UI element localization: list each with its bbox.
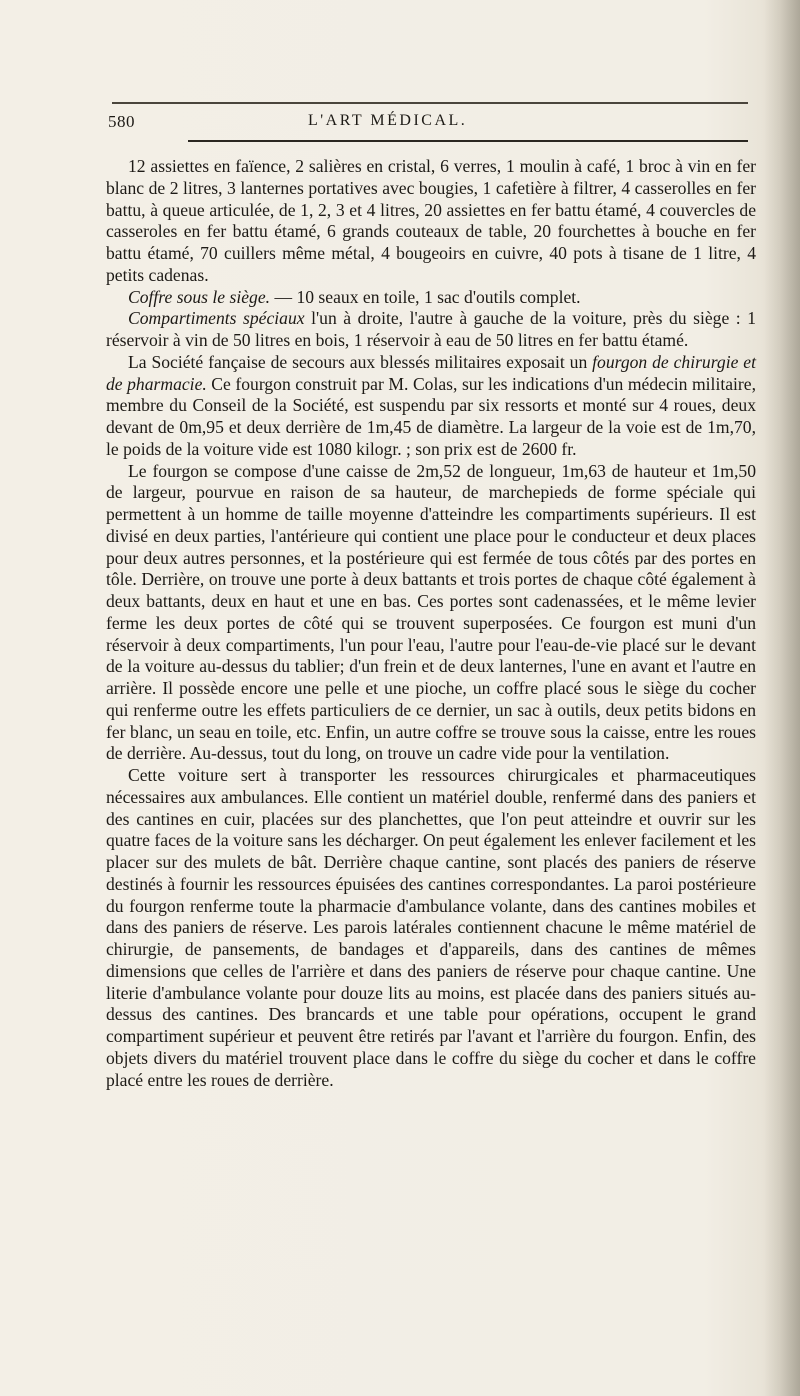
page-number: 580 (108, 112, 135, 131)
page-header (108, 102, 748, 142)
paragraph-text: l'un à droite, l'autre à gauche de la voiture, près du siège : 1 réservoir à vin de 50 litres en bois, 1 réservoir à eau de 50 litres en fer battu étamé. (106, 308, 756, 350)
running-head: L'ART MÉDICAL. (308, 112, 468, 129)
paragraph-text: La Société fançaise de secours aux blessés militaires exposait un (128, 351, 593, 372)
paragraph-compartiments (106, 308, 756, 352)
body-text (106, 156, 756, 1091)
paragraph-inventory (106, 156, 756, 287)
paragraph-text: Cette voiture sert à transporter les ressources chirurgicales et pharmaceutiques nécessaires aux ambulances. Elle contient un matériel double, renfermé dans des paniers et des cantines en cuir, placées sur des planchettes, que l'on peut atteindre et ouvrir sur les quatre faces de la voiture sans les décharger. On peut également les enlever facilement et les placer sur des mulets de bât. Derrière chaque cantine, sont placés des paniers de réserve destinés à fournir les ressources épuisées des cantines correspondantes. La paroi postérieure du fourgon renferme toute la pharmacie d'ambulance volante, dans des cantines mobiles et dans des paniers de réserve. Les parois latérales contiennent chacune le même matériel de chirurgie, de pansements, de bandages et d'appareils, dans des cantines de mêmes dimensions que celles de l'arrière et dans des paniers de réserve pour chaque cantine. Une literie d'ambulance volante pour douze lits au moins, est placée dans des paniers situés au-dessus des cantines. Des brancards et une table pour opérations, occupent le grand compartiment supérieur et peuvent être retirés par l'avant et l'arrière du fourgon. Enfin, des objets divers du matériel trouvent place dans le coffre du siège du cocher et dans le coffre placé entre les roues de derrière. (106, 765, 756, 1090)
paragraph-text: 12 assiettes en faïence, 2 salières en cristal, 6 verres, 1 moulin à café, 1 broc à vin en fer blanc de 2 litres, 3 lanternes portatives avec bougies, 1 cafetière à filtrer, 4 casserolles en fer battu, à queue articulée, de 1, 2, 3 et 4 litres, 20 assiettes en fer battu étamé, 4 couvercles de casseroles en fer battu étamé, 6 grands couteaux de table, 20 fourchettes à bouche en fer battu étamé, 70 cuillers même métal, 4 bougeoirs en cuivre, 40 pots à tisane de 1 litre, 4 petits cadenas. (106, 156, 756, 285)
page-edge-shadow (764, 0, 800, 1396)
header-top-rule (112, 102, 748, 104)
paragraph-text: Le fourgon se compose d'une caisse de 2m,52 de longueur, 1m,63 de hauteur et 1m,50 de largeur, pourvue en raison de sa hauteur, de marchepieds de forme spéciale qui permettent à un homme de taille moyenne d'atteindre les compartiments supérieurs. Il est divisé en deux parties, l'antérieure qui contient une place pour le conducteur et deux places pour deux autres personnes, et la postérieure qui est fermée de tous côtés par des portes en tôle. Derrière, on trouve une porte à deux battants et trois portes de chaque côté également à deux battants, deux en haut et une en bas. Ces portes sont cadenassées, et le même levier ferme les deux portes de côté qui se trouvent superposées. Ce fourgon est muni d'un réservoir à deux compartiments, l'un pour l'eau, l'autre pour l'eau-de-vie placé sur le devant de la voiture au-dessus du tablier; d'un frein et de deux lanternes, l'une en avant et l'autre en arrière. Il possède encore une pelle et une pioche, un coffre placé sous le siège du cocher qui renferme outre les effets particuliers de ce dernier, un sac à outils, deux petits bidons en fer blanc, un seau en toile, etc. Enfin, un autre coffre se trouve sous la caisse, entre les roues de derrière. Au-dessus, tout du long, on trouve un cadre vide pour la ventilation. (106, 460, 756, 764)
paragraph-italic: fourgon de chirurgie et de pharmacie. (106, 351, 756, 394)
header-rule (188, 140, 748, 142)
paragraph-societe (106, 352, 756, 461)
paragraph-lead: Coffre sous le siège. (128, 286, 271, 307)
paragraph-fourgon (106, 461, 756, 766)
paragraph-lead: Compartiments spéciaux (128, 308, 305, 329)
paragraph-text-after: Ce fourgon construit par M. Colas, sur les indications d'un médecin militaire, membre du Conseil de la Société, est suspendu par six ressorts et monté sur 4 roues, deux devant de 0m,95 et deux derrière de 1m,45 de diamètre. La largeur de la voie est de 1m,70, le poids de la voiture vide est 1080 kilogr. ; son prix est de 2600 fr. (106, 373, 756, 459)
paragraph-coffre (106, 287, 756, 309)
paragraph-voiture (106, 765, 756, 1091)
paragraph-text: — 10 seaux en toile, 1 sac d'outils complet. (270, 286, 581, 307)
